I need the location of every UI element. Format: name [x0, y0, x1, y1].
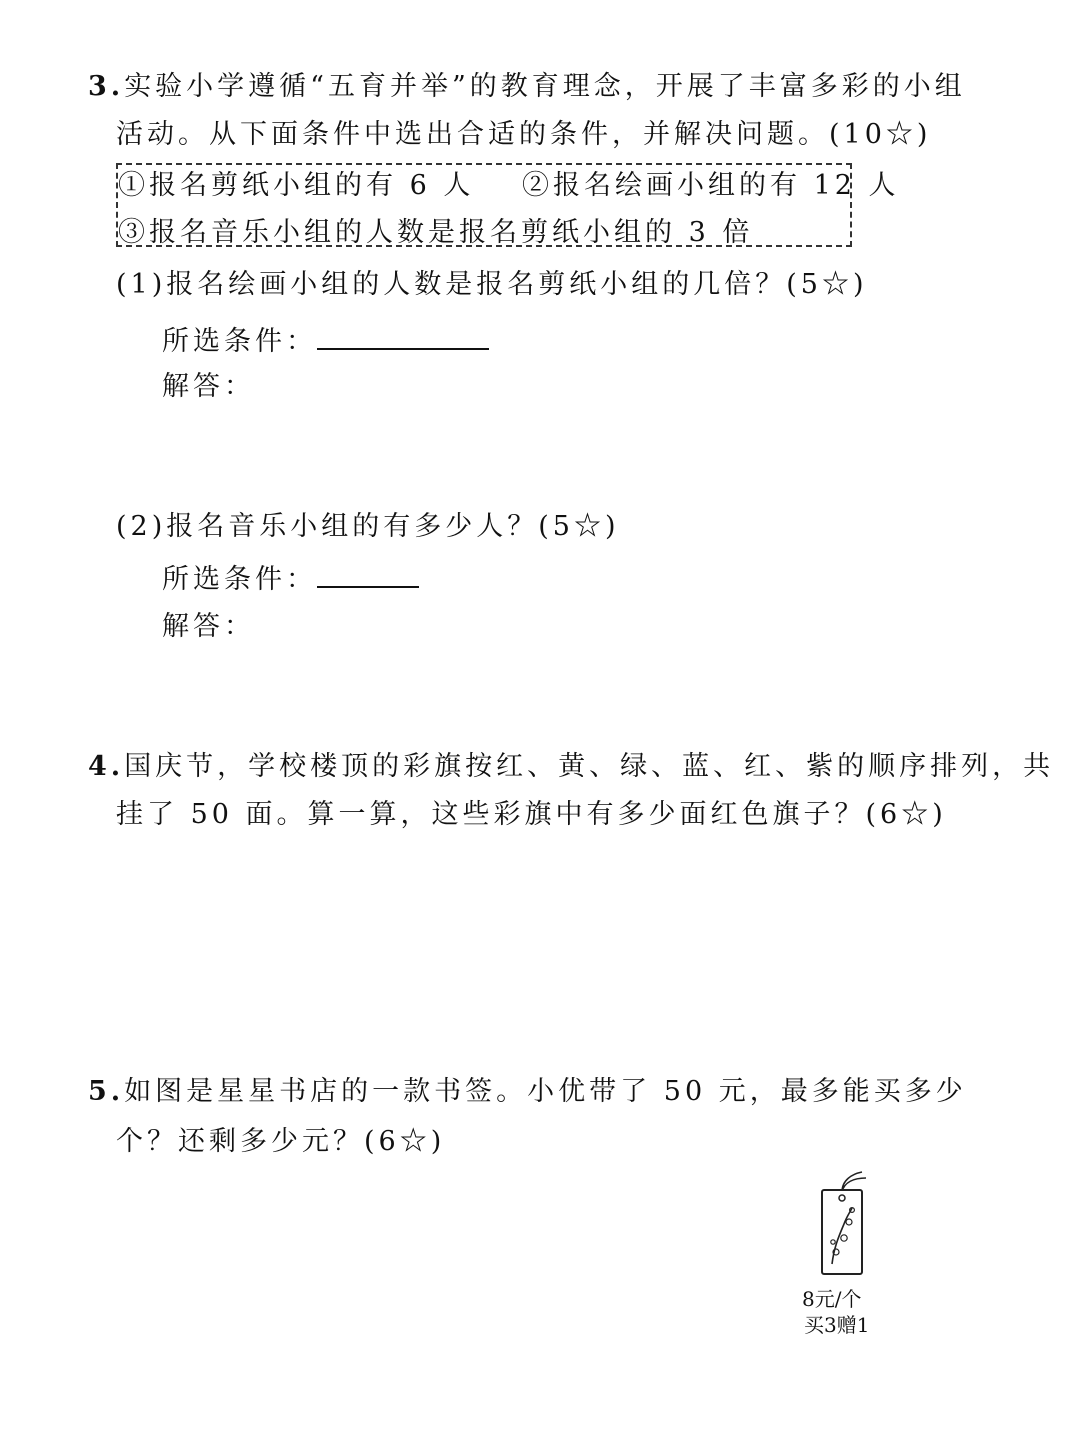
q5-text-1: 如图是星星书店的一款书签。小优带了 50 元，最多能买多少 [124, 1076, 967, 1107]
bookmark-offer: 买3赠1 [804, 1313, 870, 1337]
q3-sub1-question: (1)报名绘画小组的人数是报名剪纸小组的几倍？(5☆) [116, 269, 868, 300]
selected-conditions-blank-1[interactable] [317, 324, 489, 350]
q3-sub2-selected [162, 562, 419, 597]
q3-text-1: 实验小学遵循“五育并举”的教育理念，开展了丰富多彩的小组 [124, 71, 966, 102]
q4-line-1 [88, 750, 1054, 784]
condition-1: ①报名剪纸小组的有 6 人 [118, 170, 475, 201]
q5-line-1 [88, 1075, 967, 1109]
condition-3: ③报名音乐小组的人数是报名剪纸小组的 3 倍 [118, 217, 754, 248]
q3-line-1 [88, 70, 966, 104]
selected-conditions-label: 所选条件： [162, 326, 317, 357]
q3-number: 3. [88, 71, 125, 102]
selected-conditions-label: 所选条件： [162, 564, 317, 595]
q3-sub2-question: (2)报名音乐小组的有多少人？(5☆) [116, 511, 620, 542]
bookmark-price: 8元/个 [802, 1287, 862, 1311]
selected-conditions-blank-2[interactable] [317, 562, 419, 588]
q4-text-2: 挂了 50 面。算一算，这些彩旗中有多少面红色旗子？(6☆) [116, 799, 947, 830]
q5-number: 5. [88, 1076, 125, 1107]
q5-text-2: 个？还剩多少元？(6☆) [116, 1126, 446, 1157]
q3-sub1-answer-label: 解答： [162, 371, 255, 402]
q3-sub1-selected [162, 324, 489, 359]
bookmark-illustration [808, 1168, 878, 1280]
q3-text-2: 活动。从下面条件中选出合适的条件，并解决问题。(10☆) [116, 119, 932, 150]
condition-2: ②报名绘画小组的有 12 人 [522, 170, 900, 201]
q4-text-1: 国庆节，学校楼顶的彩旗按红、黄、绿、蓝、红、紫的顺序排列，共 [124, 751, 1055, 782]
q4-number: 4. [88, 751, 125, 782]
q3-sub2-answer-label: 解答： [162, 611, 255, 642]
